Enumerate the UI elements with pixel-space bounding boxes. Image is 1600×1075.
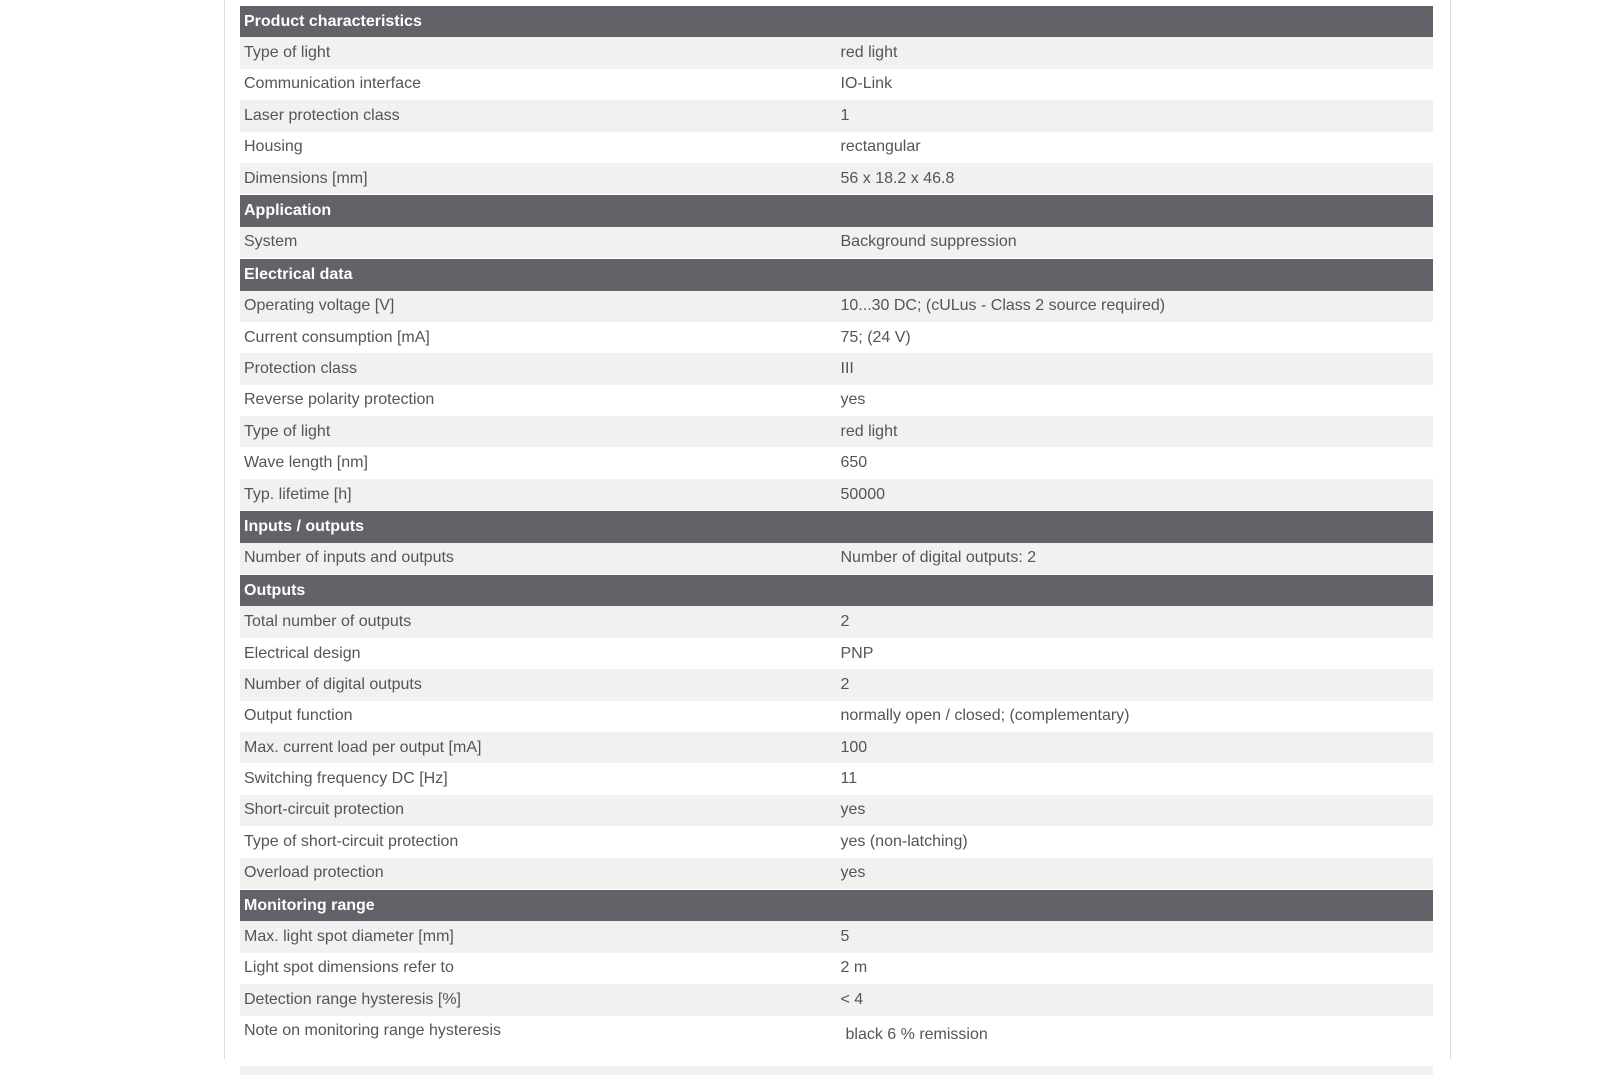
spec-label: Switching frequency DC [Hz] xyxy=(240,763,837,794)
spec-value: < 4 xyxy=(837,984,1434,1015)
spec-row xyxy=(240,701,1433,732)
spec-label: Wave length [nm] xyxy=(240,447,837,478)
section-title: Outputs xyxy=(240,575,1433,607)
spec-row xyxy=(240,795,1433,826)
spec-label: Housing xyxy=(240,132,837,163)
spec-label: Light spot dimensions refer to xyxy=(240,953,837,984)
section-title: Product characteristics xyxy=(240,6,1433,38)
spec-value: III xyxy=(837,353,1434,384)
spec-row xyxy=(240,416,1433,447)
spec-label: Reverse polarity protection xyxy=(240,385,837,416)
spec-label: Electrical design xyxy=(240,638,837,669)
spec-value: 50000 xyxy=(837,479,1434,511)
spec-value: IO-Link xyxy=(837,69,1434,100)
spec-row xyxy=(240,763,1433,794)
spec-row xyxy=(240,543,1433,575)
section-header-row xyxy=(240,259,1433,291)
spec-label: Number of inputs and outputs xyxy=(240,543,837,575)
specifications-table-body xyxy=(240,6,1433,1075)
spec-row xyxy=(240,984,1433,1015)
spec-label: Max. light spot diameter [mm] xyxy=(240,921,837,952)
spec-label: Note on monitoring range hysteresis xyxy=(240,1016,837,1066)
spec-row xyxy=(240,227,1433,259)
spec-value: yes xyxy=(837,858,1434,890)
spec-row xyxy=(240,606,1433,637)
spec-value: 2 xyxy=(837,606,1434,637)
spec-row xyxy=(240,669,1433,700)
spec-value: 2 xyxy=(837,669,1434,700)
spec-label: Typ. lifetime [h] xyxy=(240,479,837,511)
spec-row xyxy=(240,132,1433,163)
spec-row-partial xyxy=(240,1066,1433,1075)
spec-value: 1 xyxy=(837,100,1434,131)
spec-value: 5 xyxy=(837,921,1434,952)
spec-row xyxy=(240,69,1433,100)
spec-label: Short-circuit protection xyxy=(240,795,837,826)
spec-row xyxy=(240,37,1433,68)
spec-value: yes xyxy=(837,385,1434,416)
spec-label: Protection class xyxy=(240,353,837,384)
spec-label: Number of digital outputs xyxy=(240,669,837,700)
spec-value: yes xyxy=(837,795,1434,826)
spec-value: 10...30 DC; (cULus - Class 2 source required) xyxy=(837,291,1434,322)
spec-row xyxy=(240,385,1433,416)
spec-row xyxy=(240,826,1433,857)
section-title: Monitoring range xyxy=(240,889,1433,921)
spec-value: normally open / closed; (complementary) xyxy=(837,701,1434,732)
spec-row xyxy=(240,447,1433,478)
spec-row xyxy=(240,163,1433,195)
section-header-row xyxy=(240,511,1433,543)
spec-label: Dimensions [mm] xyxy=(240,163,837,195)
section-title: Electrical data xyxy=(240,259,1433,291)
spec-label: Overload protection xyxy=(240,858,837,890)
section-header-row xyxy=(240,575,1433,607)
spec-value: PNP xyxy=(837,638,1434,669)
spec-row xyxy=(240,1016,1433,1066)
section-title: Inputs / outputs xyxy=(240,511,1433,543)
spec-label: System xyxy=(240,227,837,259)
spec-label: Current consumption [mA] xyxy=(240,322,837,353)
spec-label: Max. current load per output [mA] xyxy=(240,732,837,763)
spec-value: Number of digital outputs: 2 xyxy=(837,543,1434,575)
spec-row xyxy=(240,100,1433,131)
spec-row xyxy=(240,953,1433,984)
spec-row xyxy=(240,322,1433,353)
specifications-table xyxy=(240,5,1433,1075)
spec-label: Operating voltage [V] xyxy=(240,291,837,322)
spec-row xyxy=(240,732,1433,763)
section-header-row xyxy=(240,195,1433,227)
section-header-row xyxy=(240,889,1433,921)
spec-value: 650 xyxy=(837,447,1434,478)
section-title: Application xyxy=(240,195,1433,227)
spec-value: 11 xyxy=(837,763,1434,794)
spec-label: Type of light xyxy=(240,416,837,447)
spec-value: Background suppression xyxy=(837,227,1434,259)
spec-value: black 6 % remission xyxy=(837,1016,1434,1066)
spec-value: 56 x 18.2 x 46.8 xyxy=(837,163,1434,195)
spec-value: 75; (24 V) xyxy=(837,322,1434,353)
spec-label: Type of short-circuit protection xyxy=(240,826,837,857)
spec-row xyxy=(240,353,1433,384)
section-header-row xyxy=(240,6,1433,38)
spec-value: yes (non-latching) xyxy=(837,826,1434,857)
spec-value: rectangular xyxy=(837,132,1434,163)
spec-label: Detection range hysteresis [%] xyxy=(240,984,837,1015)
spec-value: red light xyxy=(837,416,1434,447)
spec-label: Total number of outputs xyxy=(240,606,837,637)
spec-row xyxy=(240,479,1433,511)
spec-label: Communication interface xyxy=(240,69,837,100)
spec-label: Output function xyxy=(240,701,837,732)
spec-value: 2 m xyxy=(837,953,1434,984)
spec-row xyxy=(240,858,1433,890)
spec-value: 100 xyxy=(837,732,1434,763)
spec-row xyxy=(240,921,1433,952)
spec-row xyxy=(240,638,1433,669)
spec-row-partial-cell xyxy=(240,1066,1433,1075)
spec-label: Type of light xyxy=(240,37,837,68)
spec-value: red light xyxy=(837,37,1434,68)
spec-label: Laser protection class xyxy=(240,100,837,131)
spec-row xyxy=(240,291,1433,322)
